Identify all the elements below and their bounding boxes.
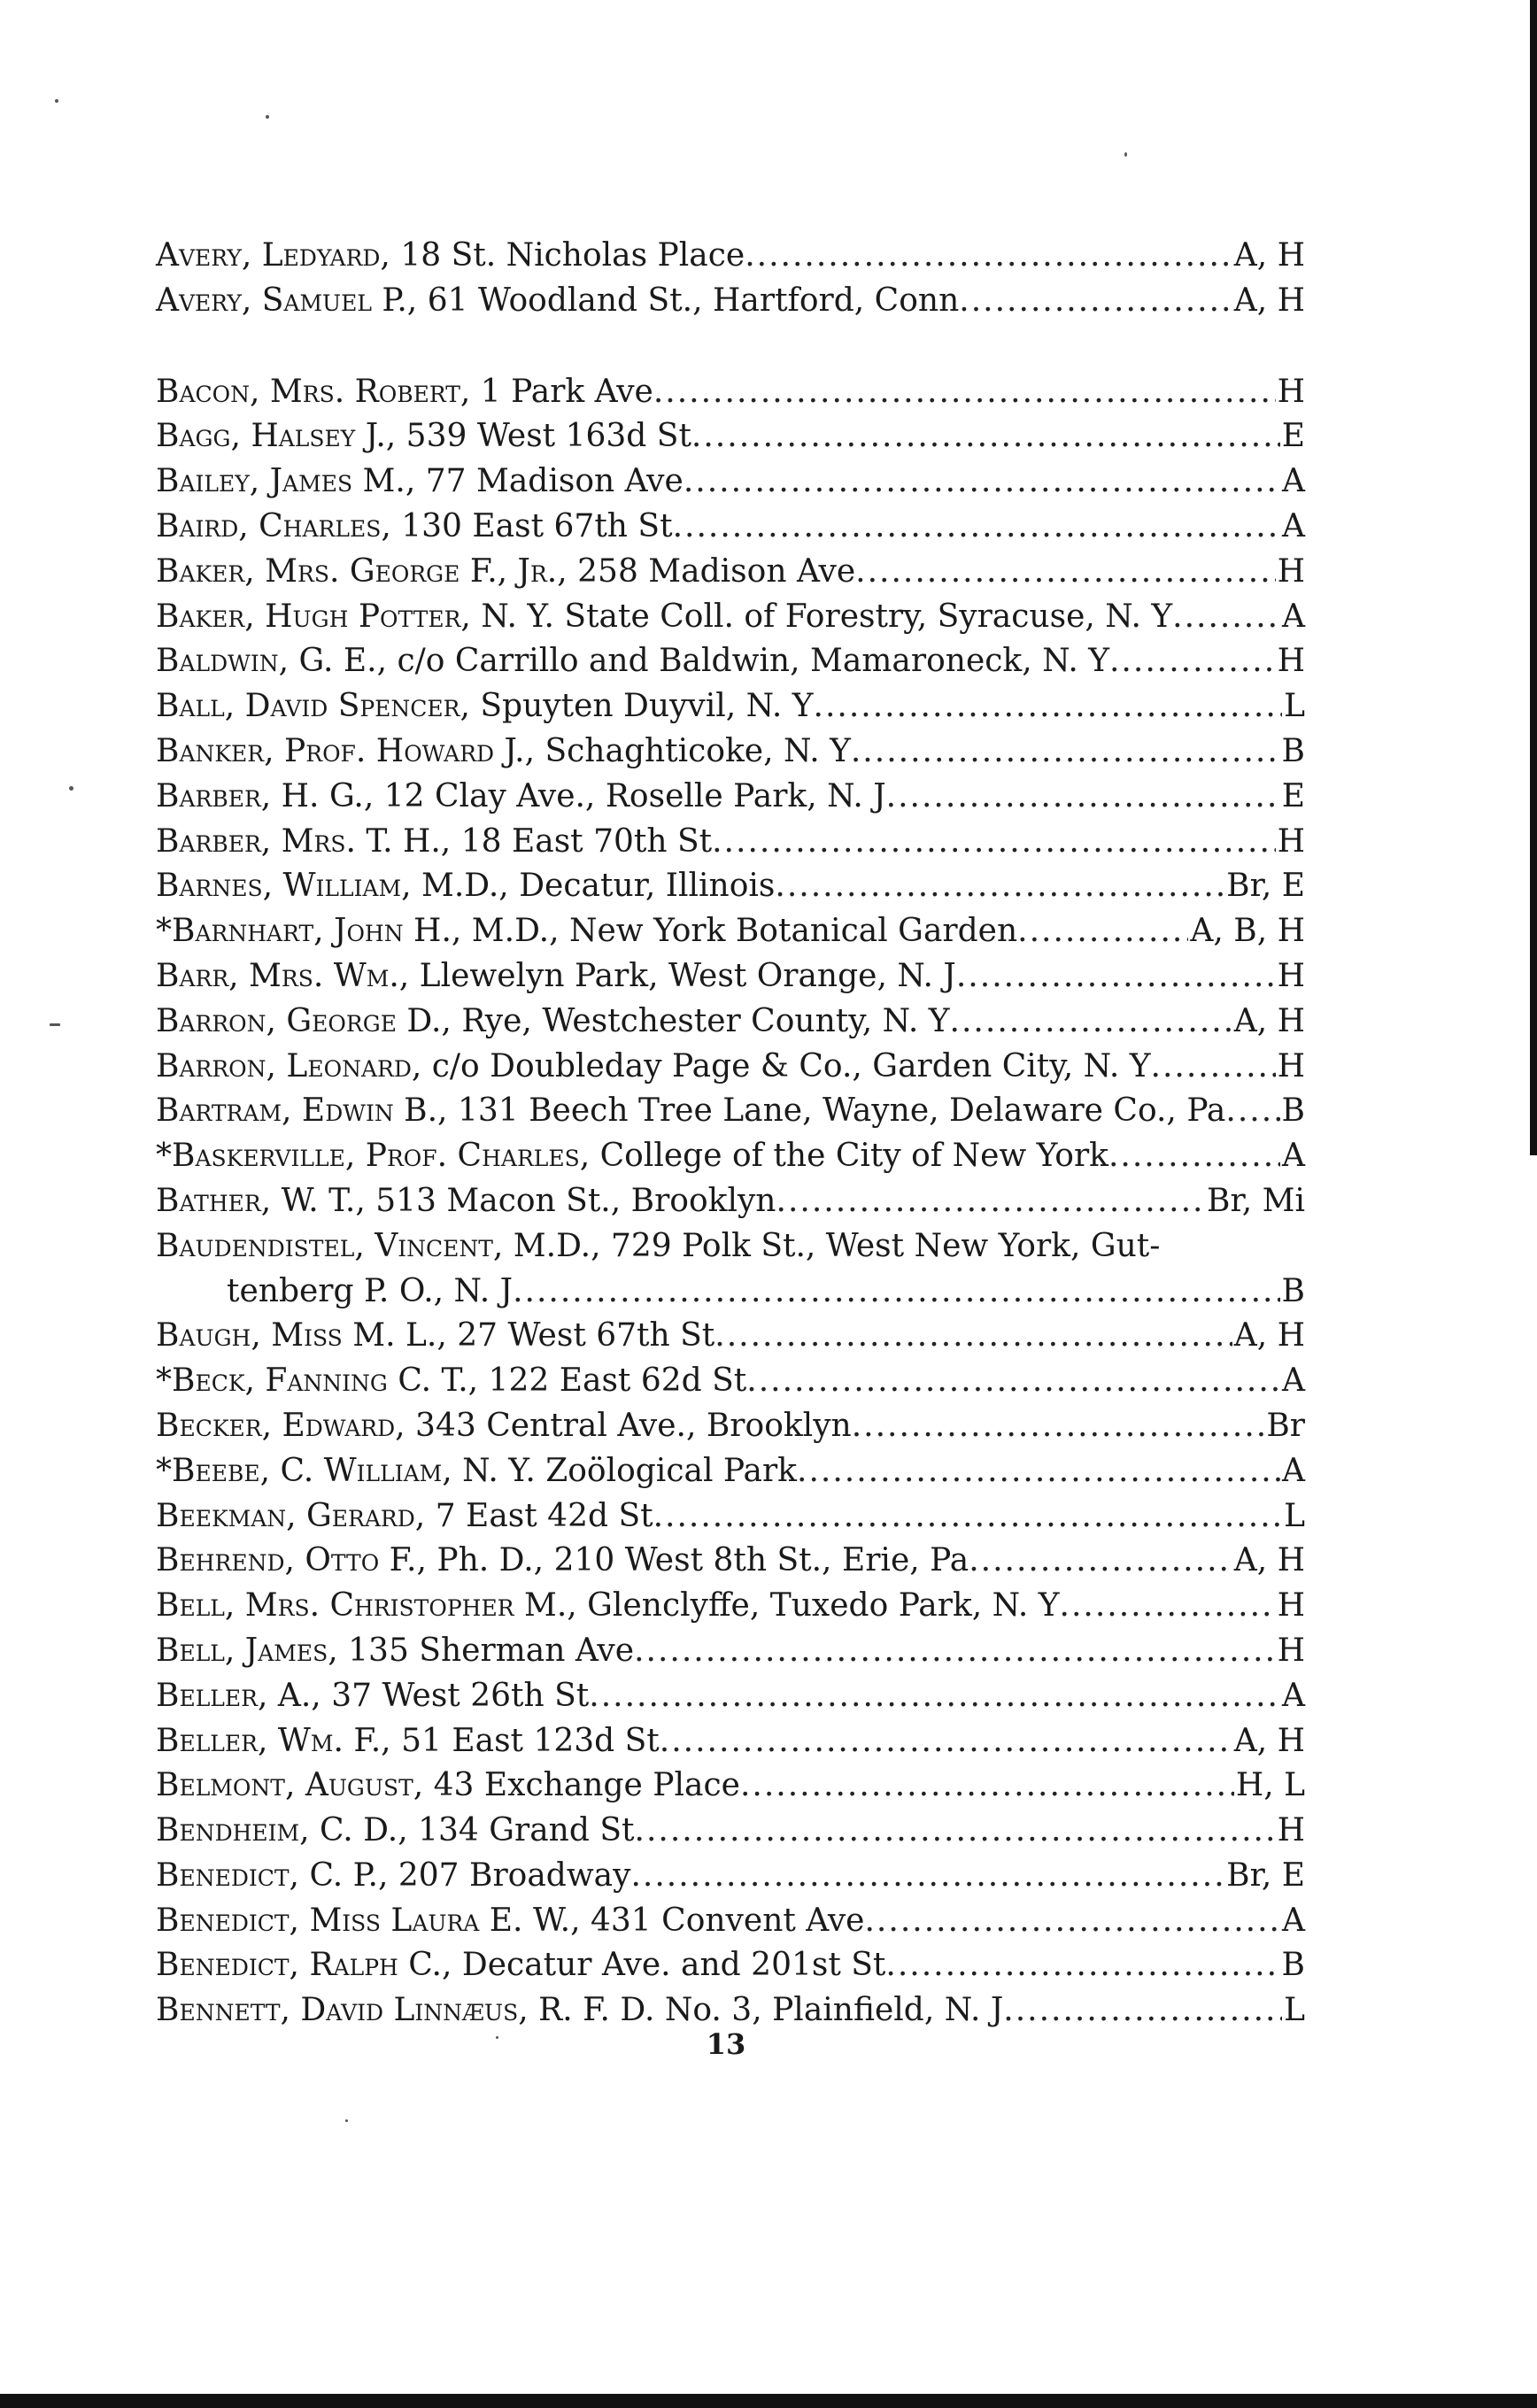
dot-leader [886, 775, 1280, 820]
membership-code: H [1277, 552, 1305, 590]
entry-main [156, 279, 959, 324]
member-name: Bailey, James M., [156, 463, 416, 500]
scan-speck [50, 1023, 60, 1026]
member-address: 7 East 42d St [425, 1497, 653, 1534]
entry-main [156, 1359, 746, 1404]
member-address: 343 Central Ave., Brooklyn [405, 1407, 852, 1444]
entry-main [156, 1314, 714, 1359]
membership-code: Br, E [1226, 1856, 1305, 1894]
directory-entry [156, 820, 1305, 865]
membership-code: H [1277, 1587, 1305, 1625]
directory-entry [156, 1404, 1305, 1449]
member-name: Baldwin, G. E., [156, 643, 388, 680]
member-name: *Beck, Fanning C. T., [156, 1362, 479, 1400]
membership-code: A [1282, 1138, 1305, 1175]
directory-entry [156, 1674, 1305, 1719]
entry-main [156, 1539, 969, 1584]
directory-entry [156, 864, 1305, 909]
member-name: Beller, Wm. F., [156, 1722, 391, 1759]
entry-main [156, 954, 956, 999]
member-name: Bendheim, C. D., [156, 1812, 408, 1849]
dot-leader [776, 1179, 1206, 1224]
directory-entry [156, 1719, 1305, 1764]
membership-code: A, H [1233, 237, 1305, 274]
member-name: Benedict, Miss Laura E. W., [156, 1902, 581, 1939]
member-name: Barr, Mrs. Wm., [156, 957, 410, 994]
member-name: *Baskerville, Prof. Charles, [156, 1138, 591, 1175]
member-address: 18 East 70th St [451, 822, 713, 860]
directory-entry [156, 550, 1305, 595]
dot-leader [775, 864, 1224, 909]
directory-entry [156, 999, 1305, 1045]
directory-entry-continuation [156, 1270, 1305, 1315]
entry-main [156, 1674, 589, 1719]
entry-main [156, 1045, 1151, 1090]
member-name: Barber, H. G., [156, 777, 375, 814]
member-name: Behrend, Otto F., [156, 1542, 427, 1579]
membership-code: A [1282, 1362, 1305, 1400]
member-name: Avery, Ledyard, [156, 237, 390, 274]
entry-main [156, 1764, 740, 1809]
member-name: Beller, A., [156, 1677, 321, 1714]
member-name: Barron, Leonard, [156, 1047, 422, 1084]
dot-leader [712, 820, 1275, 865]
directory-entry [156, 1179, 1305, 1224]
directory-entry [156, 234, 1305, 279]
entry-main [156, 999, 950, 1045]
membership-code: A, H [1233, 282, 1305, 319]
member-address: c/o Doubleday Page & Co., Garden City, N. Y [421, 1047, 1151, 1084]
member-name: Bell, Mrs. Christopher M., [156, 1587, 577, 1625]
membership-code: L [1284, 1497, 1305, 1534]
directory-entry [156, 909, 1305, 954]
entry-main [156, 459, 684, 505]
member-address: 51 East 123d St [390, 1722, 660, 1759]
directory-entry [156, 370, 1305, 415]
directory-entry [156, 1899, 1305, 1944]
member-address: 77 Madison Ave [415, 463, 684, 500]
member-name: Baker, Mrs. George F., Jr., [156, 552, 568, 590]
membership-code: A [1282, 598, 1305, 635]
membership-code: H [1277, 1047, 1305, 1084]
directory-entry [156, 1314, 1305, 1359]
directory-entry [156, 1539, 1305, 1584]
member-address: 135 Sherman Ave [337, 1632, 635, 1669]
entry-main [156, 550, 855, 595]
directory-entry [156, 684, 1305, 729]
directory-entry [156, 1629, 1305, 1674]
dot-leader [673, 505, 1280, 550]
member-address: 134 Grand St [407, 1812, 635, 1849]
directory-entry [156, 729, 1305, 775]
membership-code: L [1284, 688, 1305, 725]
entry-main [156, 1179, 776, 1224]
dot-leader [950, 999, 1232, 1045]
member-address: 539 West 163d St [396, 418, 691, 455]
membership-code: A, H [1233, 1722, 1305, 1759]
membership-code: A [1282, 463, 1305, 500]
entry-main [156, 1943, 885, 1988]
member-name: Barber, Mrs. T. H., [156, 822, 452, 860]
entry-main [156, 1854, 630, 1899]
membership-code: B [1281, 1092, 1305, 1130]
entry-main [156, 1809, 635, 1854]
member-name: *Beebe, C. William, [156, 1452, 452, 1489]
member-address: 431 Convent Ave [580, 1902, 865, 1939]
member-address: 61 Woodland St., Hartford, Conn [417, 282, 960, 319]
member-address: Rye, Westchester County, N. Y [451, 1002, 950, 1039]
dot-leader [797, 1449, 1280, 1494]
member-address: 130 East 67th St [390, 507, 673, 544]
member-name: Baugh, Miss M. L., [156, 1317, 447, 1354]
entry-main [156, 1134, 1108, 1179]
dot-leader [864, 1899, 1280, 1944]
directory-entry [156, 954, 1305, 999]
membership-code: E [1281, 418, 1305, 455]
dot-leader [814, 684, 1283, 729]
member-address: Llewelyn Park, West Orange, N. J [409, 957, 956, 994]
membership-code: B [1281, 732, 1305, 769]
entry-main [156, 1089, 1225, 1134]
entry-main [156, 1584, 1060, 1629]
membership-code: A, B, H [1190, 913, 1305, 950]
entry-main [156, 595, 1172, 640]
member-address: 258 Madison Ave [567, 552, 856, 590]
member-name: Bartram, Edwin B., [156, 1092, 448, 1130]
member-name: Bacon, Mrs. Robert, [156, 373, 471, 410]
dot-leader [1172, 595, 1280, 640]
membership-code: H [1277, 957, 1305, 994]
scan-edge-bottom [0, 2394, 1537, 2408]
directory-entry [156, 1045, 1305, 1090]
member-name: Baker, Hugh Potter, [156, 598, 471, 635]
entry-main [156, 414, 691, 459]
dot-leader [684, 459, 1280, 505]
directory-entry [156, 414, 1305, 459]
entry-main [156, 1899, 864, 1944]
directory-entry [156, 1224, 1305, 1270]
member-name: Bennett, David Linnæus, [156, 1992, 529, 2029]
member-address: 122 East 62d St [478, 1362, 747, 1400]
member-name: Barron, George D., [156, 1002, 452, 1039]
membership-code: L [1284, 1992, 1305, 2029]
entry-group [156, 370, 1305, 2034]
member-address: 27 West 67th St [446, 1317, 715, 1354]
member-address: c/o Carrillo and Baldwin, Mamaroneck, N. Y [387, 643, 1109, 680]
member-name: Belmont, August, [156, 1767, 424, 1804]
member-address: N. Y. State Coll. of Forestry, Syracuse, N. Y [470, 598, 1173, 635]
directory-entry [156, 1943, 1305, 1988]
member-name: Ball, David Spencer, [156, 688, 470, 725]
membership-code: H [1277, 1632, 1305, 1669]
directory-entry [156, 1764, 1305, 1809]
member-name: Baird, Charles, [156, 507, 391, 544]
dot-leader [851, 729, 1280, 775]
page-number: 13 [706, 2027, 746, 2061]
directory-entry [156, 595, 1305, 640]
dot-leader [740, 1764, 1234, 1809]
dot-leader [1060, 1584, 1276, 1629]
entry-main [156, 729, 851, 775]
membership-code: A, H [1233, 1002, 1305, 1039]
dot-leader [635, 1809, 1276, 1854]
membership-code: A [1282, 1902, 1305, 1939]
dot-leader [513, 1270, 1279, 1315]
scan-speck [69, 786, 73, 791]
membership-code: A, H [1233, 1317, 1305, 1354]
member-address: 43 Exchange Place [423, 1767, 740, 1804]
scan-speck [345, 2119, 348, 2122]
membership-code: H [1277, 373, 1305, 410]
membership-code: Br, Mi [1207, 1182, 1305, 1219]
directory-entry [156, 1134, 1305, 1179]
membership-code: H [1277, 822, 1305, 860]
membership-code: B [1281, 1947, 1305, 1984]
member-name: Banker, Prof. Howard J., [156, 732, 536, 769]
membership-code: H, L [1235, 1767, 1305, 1804]
dot-leader [745, 234, 1232, 279]
dot-leader [1225, 1089, 1279, 1134]
membership-code: A [1282, 507, 1305, 544]
entry-main [156, 1449, 797, 1494]
member-address: 207 Broadway [388, 1856, 631, 1894]
member-name: Bather, W. T., [156, 1182, 366, 1219]
directory-entry [156, 505, 1305, 550]
membership-code: B [1281, 1272, 1305, 1309]
member-address: College of the City of New York [590, 1138, 1108, 1175]
member-name: Benedict, Ralph C., [156, 1947, 452, 1984]
directory-entry [156, 459, 1305, 505]
dot-leader [959, 279, 1232, 324]
member-address: Schaghticoke, N. Y [535, 732, 851, 769]
dot-leader [589, 1674, 1280, 1719]
dot-leader [691, 414, 1280, 459]
member-address: N. Y. Zoölogical Park [452, 1452, 797, 1489]
member-address: M.D., 729 Polk St., West New York, Gut- [503, 1227, 1161, 1264]
member-address: Ph. D., 210 West 8th St., Erie, Pa [426, 1542, 969, 1579]
member-address: 37 West 26th St [321, 1677, 590, 1714]
dot-leader [1109, 639, 1276, 684]
membership-code: A [1282, 1677, 1305, 1714]
member-name: Bell, James, [156, 1632, 338, 1669]
directory-entry [156, 775, 1305, 820]
member-address: 18 St. Nicholas Place [390, 237, 745, 274]
continuation-text: tenberg P. O., N. J [227, 1272, 514, 1309]
dot-leader [885, 1943, 1279, 1988]
member-address: R. F. D. No. 3, Plainfield, N. J [528, 1992, 1004, 2029]
dot-leader [1108, 1134, 1280, 1179]
directory-entry [156, 1854, 1305, 1899]
member-name: Baudendistel, Vincent, [156, 1227, 504, 1264]
entry-main [156, 1719, 660, 1764]
dot-leader [969, 1539, 1232, 1584]
entry-main [156, 820, 712, 865]
entry-main [156, 234, 745, 279]
entry-main [156, 1224, 1160, 1270]
dot-leader [653, 370, 1276, 415]
directory-entry [156, 1089, 1305, 1134]
dot-leader [714, 1314, 1232, 1359]
membership-code: Br [1266, 1407, 1305, 1444]
entry-main [156, 639, 1109, 684]
member-address: 513 Macon St., Brooklyn [365, 1182, 776, 1219]
membership-code: H [1277, 1812, 1305, 1849]
entry-main [156, 909, 1017, 954]
entry-main [156, 775, 886, 820]
member-name: Bagg, Halsey J., [156, 418, 397, 455]
directory-entry [156, 1584, 1305, 1629]
dot-leader [855, 550, 1275, 595]
directory-entry [156, 1494, 1305, 1540]
entry-main [156, 1494, 653, 1540]
membership-code: H [1277, 643, 1305, 680]
membership-code: Br, E [1226, 868, 1305, 905]
member-address: 131 Beech Tree Lane, Wayne, Delaware Co., Pa [447, 1092, 1226, 1130]
dot-leader [852, 1404, 1265, 1449]
membership-code: E [1281, 777, 1305, 814]
dot-leader [1017, 909, 1188, 954]
dot-leader [630, 1854, 1224, 1899]
entry-main [156, 684, 814, 729]
membership-code: A [1282, 1452, 1305, 1489]
directory-entries [156, 234, 1305, 2034]
dot-leader [660, 1719, 1232, 1764]
dot-leader [1151, 1045, 1276, 1090]
entry-main [156, 1629, 634, 1674]
scan-speck [1124, 152, 1127, 157]
member-address: 1 Park Ave [470, 373, 653, 410]
member-address: Glenclyffe, Tuxedo Park, N. Y [576, 1587, 1060, 1625]
entry-main [156, 370, 653, 415]
directory-entry [156, 1359, 1305, 1404]
member-address: Spuyten Duyvil, N. Y [469, 688, 814, 725]
entry-main [156, 505, 673, 550]
directory-entry [156, 279, 1305, 324]
directory-entry [156, 639, 1305, 684]
member-name: *Barnhart, John H., [156, 913, 462, 950]
member-address: Decatur Ave. and 201st St [452, 1947, 886, 1984]
membership-code: A, H [1233, 1542, 1305, 1579]
entry-main [156, 1404, 852, 1449]
member-address: M.D., Decatur, Illinois [411, 868, 776, 905]
member-name: Benedict, C. P., [156, 1856, 389, 1894]
member-name: Becker, Edward, [156, 1407, 405, 1444]
entry-group [156, 234, 1305, 324]
dot-leader [956, 954, 1276, 999]
member-address: 12 Clay Ave., Roselle Park, N. J [374, 777, 886, 814]
entry-main [156, 864, 775, 909]
directory-entry [156, 1809, 1305, 1854]
member-name: Avery, Samuel P., [156, 282, 418, 319]
dot-leader [746, 1359, 1280, 1404]
scan-edge-right [1530, 0, 1537, 1155]
scan-speck [55, 99, 58, 103]
member-address: M.D., New York Botanical Garden [461, 913, 1018, 950]
dot-leader [653, 1494, 1283, 1540]
scan-speck [266, 115, 269, 119]
dot-leader [634, 1629, 1276, 1674]
member-name: Barnes, William, [156, 868, 412, 905]
member-name: Beekman, Gerard, [156, 1497, 426, 1534]
directory-entry [156, 1449, 1305, 1494]
